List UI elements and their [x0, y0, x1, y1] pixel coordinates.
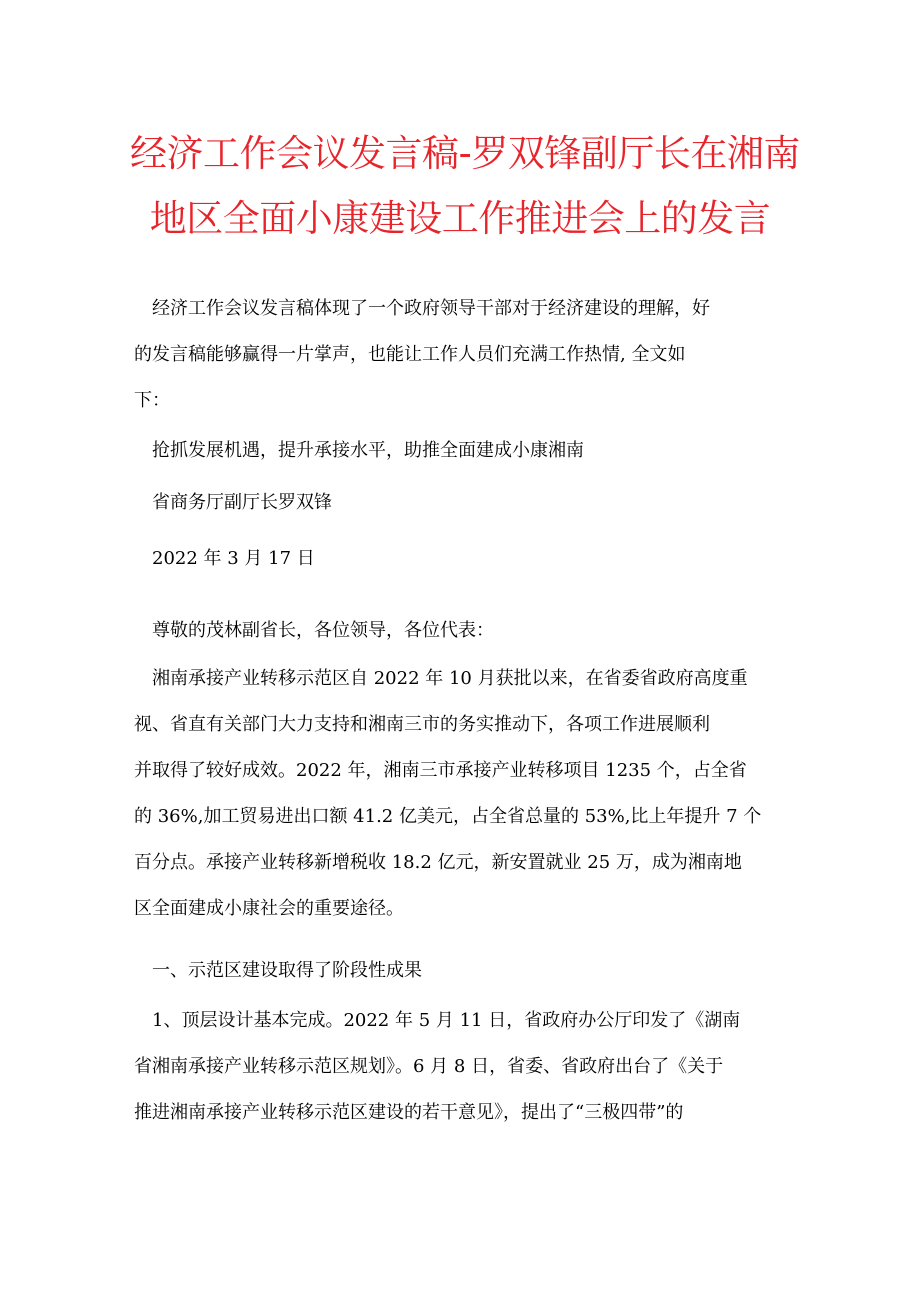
paragraph-line: 的 36%,加工贸易进出口额 41.2 亿美元，占全省总量的 53%,比上年提升 7 个: [134, 806, 762, 827]
speech-title-text: 抢抓发展机遇，提升承接水平，助推全面建成小康湘南: [152, 440, 584, 461]
paragraph-line: 百分点。承接产业转移新增税收 18.2 亿元，新安置就业 25 万，成为湘南地: [134, 852, 742, 873]
intro-line: 下：: [134, 390, 170, 411]
salutation: [134, 608, 786, 654]
document-title-line1: 经济工作会议发言稿-罗双锋副厅长在湘南: [130, 132, 800, 175]
date: [134, 536, 786, 582]
speech-title: [134, 428, 786, 474]
paragraph-line: 推进湘南承接产业转移示范区建设的若干意见》，提出了“三极四带”的: [134, 1102, 684, 1123]
section-1-heading: [134, 948, 786, 994]
paragraph-line: 区全面建成小康社会的重要途径。: [134, 898, 404, 919]
paragraph-line: 1、顶层设计基本完成。2022 年 5 月 11 日，省政府办公厅印发了《湖南: [152, 1010, 741, 1031]
date-text: 2022 年 3 月 17 日: [152, 548, 315, 569]
intro-paragraph: [134, 286, 786, 424]
intro-line: 经济工作会议发言稿体现了一个政府领导干部对于经济建设的理解，好: [152, 298, 710, 319]
paragraph-line: 湘南承接产业转移示范区自 2022 年 10 月获批以来，在省委省政府高度重: [152, 668, 748, 689]
speaker: [134, 480, 786, 526]
paragraph-2: [134, 998, 786, 1136]
salutation-text: 尊敬的茂林副省长，各位领导，各位代表：: [152, 620, 494, 641]
paragraph-line: 并取得了较好成效。2022 年，湘南三市承接产业转移项目 1235 个，占全省: [134, 760, 747, 781]
section-heading-text: 一、示范区建设取得了阶段性成果: [152, 960, 422, 981]
paragraph-1: [134, 656, 786, 932]
paragraph-line: 省湘南承接产业转移示范区规划》。6 月 8 日，省委、省政府出台了《关于: [134, 1056, 724, 1077]
intro-line: 的发言稿能够赢得一片掌声，也能让工作人员们充满工作热情, 全文如: [134, 344, 686, 365]
document-title-line2: 地区全面小康建设工作推进会上的发言: [149, 197, 771, 240]
speaker-text: 省商务厅副厅长罗双锋: [152, 492, 332, 513]
paragraph-line: 视、省直有关部门大力支持和湘南三市的务实推动下，各项工作进展顺利: [134, 714, 710, 735]
